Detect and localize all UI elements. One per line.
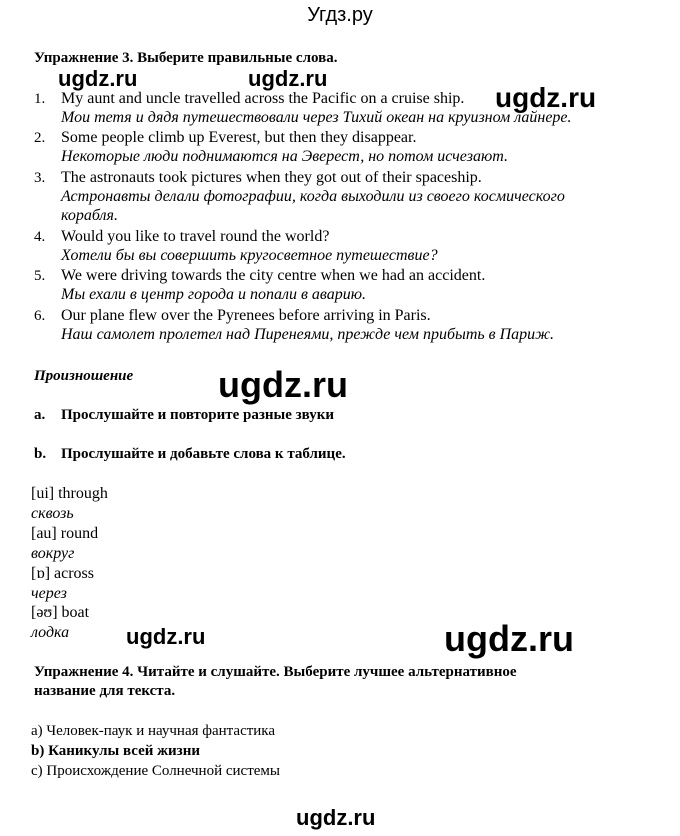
item-russian: Некоторые люди поднимаются на Эверест, но потом исчезают. [61, 148, 508, 165]
item-russian: Хотели бы вы совершить кругосветное путешествие? [61, 247, 438, 264]
item-english: Our plane flew over the Pyrenees before arriving in Paris. [61, 307, 431, 324]
task-text: Прослушайте и повторите разные звуки [61, 407, 335, 423]
item-number: 1. [34, 91, 46, 107]
watermark: ugdz.ru [58, 66, 138, 91]
watermark: ugdz.ru [248, 66, 328, 91]
item-russian: корабля. [61, 207, 118, 224]
sound-word: [əʊ] boat [31, 604, 90, 621]
sound-translation: вокруг [31, 545, 75, 562]
site-title: Угдз.ру [307, 4, 373, 26]
item-number: 5. [34, 268, 46, 284]
item-english: Some people climb up Everest, but then they disappear. [61, 129, 417, 146]
sound-translation: сквозь [31, 505, 74, 522]
item-number: 3. [34, 170, 46, 186]
item-russian: Мы ехали в центр города и попали в аварию. [61, 286, 367, 303]
item-english: We were driving towards the city centre when we had an accident. [61, 267, 486, 284]
item-russian: Астронавты делали фотографии, когда выходили из своего космического [61, 188, 565, 205]
item-english: Would you like to travel round the world? [61, 228, 330, 245]
task-letter: b. [34, 446, 47, 462]
sound-translation: через [31, 585, 67, 602]
item-english: The astronauts took pictures when they got out of their spaceship. [61, 169, 482, 186]
item-number: 4. [34, 229, 46, 245]
exercise3-heading: Упражнение 3. Выберите правильные слова. [34, 50, 338, 66]
item-english: My aunt and uncle travelled across the Pacific on a cruise ship. [61, 90, 465, 107]
pronunciation-heading: Произношение [34, 368, 134, 384]
item-number: 2. [34, 130, 46, 146]
task-letter: a. [34, 407, 46, 423]
item-russian: Мои тетя и дядя путешествовали через Тихий океан на круизном лайнере. [61, 109, 572, 126]
watermark: ugdz.ru [296, 805, 376, 830]
watermark: ugdz.ru [444, 618, 574, 659]
item-number: 6. [34, 308, 46, 324]
option: c) Происхождение Солнечной системы [31, 763, 280, 779]
item-russian: Наш самолет пролетел над Пиренеями, прежде чем прибыть в Париж. [61, 326, 555, 343]
watermark: ugdz.ru [495, 82, 597, 113]
exercise4-heading: Упражнение 4. Читайте и слушайте. Выберите лучшее альтернативное [34, 664, 517, 680]
sound-word: [ui] through [31, 485, 108, 502]
option: a) Человек-паук и научная фантастика [31, 723, 276, 739]
sound-word: [ɒ] across [31, 565, 95, 582]
option-selected: b) Каникулы всей жизни [31, 743, 200, 759]
sound-translation: лодка [31, 624, 70, 641]
watermark: ugdz.ru [126, 624, 206, 649]
watermark: ugdz.ru [218, 364, 348, 405]
sound-word: [au] round [31, 525, 99, 542]
task-text: Прослушайте и добавьте слова к таблице. [61, 446, 346, 462]
exercise4-heading: название для текста. [34, 683, 176, 699]
